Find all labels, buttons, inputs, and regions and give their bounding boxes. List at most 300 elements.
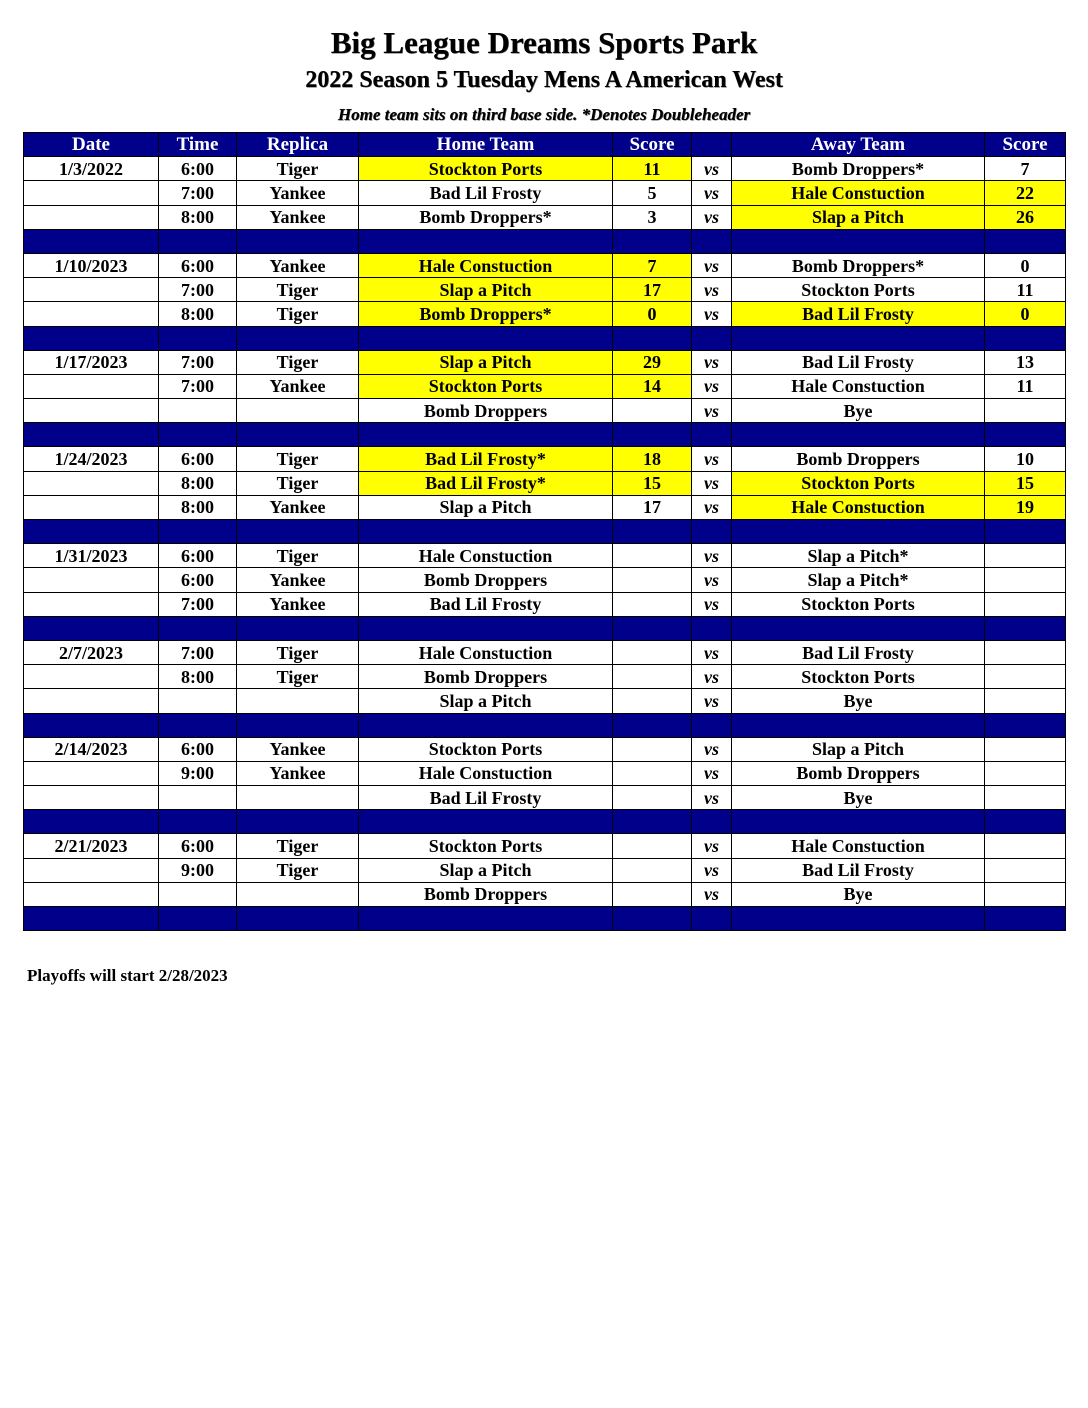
away-team-cell: Bad Lil Frosty — [732, 640, 985, 664]
home-team-cell: Bomb Droppers — [359, 882, 613, 906]
vs-label: vs — [692, 302, 732, 326]
home-team-cell: Slap a Pitch — [359, 495, 613, 519]
vs-label: vs — [692, 665, 732, 689]
date-cell — [24, 592, 159, 616]
home-score-cell — [613, 665, 692, 689]
table-row — [24, 786, 1066, 810]
separator-row — [24, 810, 1066, 834]
vs-label: vs — [692, 399, 732, 423]
header-vs — [692, 133, 732, 157]
vs-label: vs — [692, 253, 732, 277]
vs-label: vs — [692, 592, 732, 616]
home-score-cell — [613, 737, 692, 761]
home-team-cell: Slap a Pitch — [359, 278, 613, 302]
away-score-cell: 13 — [985, 350, 1066, 374]
table-row — [24, 834, 1066, 858]
away-team-cell: Stockton Ports — [732, 592, 985, 616]
separator-cell — [613, 423, 692, 447]
time-cell: 6:00 — [159, 447, 237, 471]
home-team-cell: Bomb Droppers* — [359, 302, 613, 326]
separator-cell — [237, 810, 359, 834]
separator-cell — [359, 520, 613, 544]
separator-cell — [359, 713, 613, 737]
away-score-cell: 0 — [985, 302, 1066, 326]
table-row — [24, 858, 1066, 882]
replica-cell: Yankee — [237, 737, 359, 761]
replica-cell: Yankee — [237, 181, 359, 205]
separator-cell — [159, 907, 237, 931]
away-score-cell: 11 — [985, 374, 1066, 398]
separator-cell — [24, 907, 159, 931]
time-cell: 8:00 — [159, 471, 237, 495]
separator-cell — [24, 229, 159, 253]
date-cell — [24, 495, 159, 519]
replica-cell: Yankee — [237, 495, 359, 519]
separator-cell — [359, 326, 613, 350]
date-cell: 1/17/2023 — [24, 350, 159, 374]
away-team-cell: Slap a Pitch* — [732, 568, 985, 592]
replica-cell: Tiger — [237, 447, 359, 471]
separator-cell — [237, 423, 359, 447]
home-team-cell: Hale Constuction — [359, 761, 613, 785]
date-cell — [24, 374, 159, 398]
separator-cell — [732, 713, 985, 737]
separator-cell — [985, 713, 1066, 737]
away-team-cell: Hale Constuction — [732, 181, 985, 205]
away-team-cell: Slap a Pitch* — [732, 544, 985, 568]
separator-cell — [613, 520, 692, 544]
table-row — [24, 374, 1066, 398]
separator-cell — [237, 229, 359, 253]
home-team-cell: Slap a Pitch — [359, 350, 613, 374]
separator-cell — [237, 907, 359, 931]
separator-cell — [985, 520, 1066, 544]
separator-cell — [159, 713, 237, 737]
vs-label: vs — [692, 858, 732, 882]
separator-cell — [985, 326, 1066, 350]
away-score-cell: 15 — [985, 471, 1066, 495]
time-cell: 6:00 — [159, 157, 237, 181]
separator-cell — [359, 810, 613, 834]
separator-cell — [159, 423, 237, 447]
date-cell: 1/3/2022 — [24, 157, 159, 181]
vs-label: vs — [692, 350, 732, 374]
replica-cell: Tiger — [237, 350, 359, 374]
home-team-cell: Hale Constuction — [359, 640, 613, 664]
away-team-cell: Bye — [732, 689, 985, 713]
separator-cell — [237, 326, 359, 350]
separator-cell — [24, 810, 159, 834]
date-cell — [24, 665, 159, 689]
home-team-cell: Stockton Ports — [359, 834, 613, 858]
replica-cell — [237, 399, 359, 423]
replica-cell: Yankee — [237, 253, 359, 277]
date-cell — [24, 278, 159, 302]
replica-cell: Tiger — [237, 278, 359, 302]
separator-cell — [692, 713, 732, 737]
home-score-cell — [613, 640, 692, 664]
table-row — [24, 302, 1066, 326]
home-score-cell — [613, 568, 692, 592]
table-row — [24, 350, 1066, 374]
separator-cell — [692, 520, 732, 544]
time-cell: 6:00 — [159, 544, 237, 568]
away-score-cell: 11 — [985, 278, 1066, 302]
date-cell — [24, 882, 159, 906]
vs-label: vs — [692, 447, 732, 471]
home-score-cell — [613, 858, 692, 882]
playoffs-note: Playoffs will start 2/28/2023 — [27, 966, 228, 985]
separator-cell — [692, 229, 732, 253]
replica-cell: Tiger — [237, 302, 359, 326]
separator-cell — [692, 810, 732, 834]
date-cell — [24, 568, 159, 592]
vs-label: vs — [692, 495, 732, 519]
date-cell: 2/14/2023 — [24, 737, 159, 761]
separator-cell — [985, 423, 1066, 447]
separator-row — [24, 907, 1066, 931]
home-score-cell: 17 — [613, 278, 692, 302]
away-team-cell: Bad Lil Frosty — [732, 302, 985, 326]
date-cell: 1/24/2023 — [24, 447, 159, 471]
home-score-cell: 0 — [613, 302, 692, 326]
table-row — [24, 205, 1066, 229]
header-replica: Replica — [237, 133, 359, 157]
separator-cell — [732, 229, 985, 253]
date-cell — [24, 181, 159, 205]
separator-row — [24, 520, 1066, 544]
replica-cell: Tiger — [237, 544, 359, 568]
vs-label: vs — [692, 181, 732, 205]
time-cell — [159, 882, 237, 906]
separator-cell — [613, 326, 692, 350]
table-row — [24, 278, 1066, 302]
separator-cell — [159, 520, 237, 544]
schedule-table — [23, 132, 1066, 931]
separator-row — [24, 423, 1066, 447]
header-home-team: Home Team — [359, 133, 613, 157]
table-row — [24, 495, 1066, 519]
separator-cell — [732, 907, 985, 931]
away-team-cell: Bad Lil Frosty — [732, 350, 985, 374]
separator-cell — [359, 907, 613, 931]
home-score-cell: 7 — [613, 253, 692, 277]
time-cell — [159, 689, 237, 713]
home-team-cell: Hale Constuction — [359, 253, 613, 277]
header-home-score: Score — [613, 133, 692, 157]
separator-cell — [237, 616, 359, 640]
table-row — [24, 544, 1066, 568]
away-score-cell — [985, 689, 1066, 713]
time-cell: 7:00 — [159, 640, 237, 664]
time-cell: 6:00 — [159, 834, 237, 858]
replica-cell: Yankee — [237, 205, 359, 229]
away-team-cell: Hale Constuction — [732, 834, 985, 858]
time-cell: 9:00 — [159, 858, 237, 882]
separator-cell — [732, 520, 985, 544]
separator-cell — [613, 616, 692, 640]
separator-cell — [359, 423, 613, 447]
replica-cell: Tiger — [237, 157, 359, 181]
away-score-cell — [985, 592, 1066, 616]
time-cell: 9:00 — [159, 761, 237, 785]
away-team-cell: Bad Lil Frosty — [732, 858, 985, 882]
separator-cell — [985, 229, 1066, 253]
replica-cell: Yankee — [237, 374, 359, 398]
home-score-cell — [613, 592, 692, 616]
separator-cell — [985, 810, 1066, 834]
away-team-cell: Bye — [732, 786, 985, 810]
vs-label: vs — [692, 205, 732, 229]
away-score-cell — [985, 786, 1066, 810]
separator-cell — [985, 907, 1066, 931]
away-score-cell: 7 — [985, 157, 1066, 181]
away-score-cell: 22 — [985, 181, 1066, 205]
time-cell: 7:00 — [159, 181, 237, 205]
home-score-cell: 11 — [613, 157, 692, 181]
header-date: Date — [24, 133, 159, 157]
vs-label: vs — [692, 157, 732, 181]
vs-label: vs — [692, 640, 732, 664]
away-team-cell: Slap a Pitch — [732, 737, 985, 761]
separator-row — [24, 616, 1066, 640]
home-score-cell: 29 — [613, 350, 692, 374]
vs-label: vs — [692, 374, 732, 398]
date-cell: 1/31/2023 — [24, 544, 159, 568]
replica-cell: Yankee — [237, 761, 359, 785]
time-cell: 6:00 — [159, 737, 237, 761]
home-team-cell: Bomb Droppers — [359, 568, 613, 592]
away-team-cell: Stockton Ports — [732, 665, 985, 689]
away-score-cell — [985, 544, 1066, 568]
replica-cell: Tiger — [237, 640, 359, 664]
separator-cell — [237, 713, 359, 737]
home-team-cell: Stockton Ports — [359, 737, 613, 761]
separator-row — [24, 326, 1066, 350]
home-team-cell: Slap a Pitch — [359, 689, 613, 713]
time-cell: 7:00 — [159, 278, 237, 302]
vs-label: vs — [692, 278, 732, 302]
date-cell — [24, 205, 159, 229]
separator-cell — [732, 423, 985, 447]
separator-cell — [159, 810, 237, 834]
separator-cell — [732, 810, 985, 834]
vs-label: vs — [692, 471, 732, 495]
time-cell: 6:00 — [159, 253, 237, 277]
time-cell — [159, 786, 237, 810]
vs-label: vs — [692, 882, 732, 906]
time-cell: 6:00 — [159, 568, 237, 592]
home-team-cell: Bad Lil Frosty — [359, 786, 613, 810]
separator-cell — [985, 616, 1066, 640]
table-row — [24, 471, 1066, 495]
time-cell — [159, 399, 237, 423]
replica-cell — [237, 882, 359, 906]
separator-cell — [359, 616, 613, 640]
home-score-cell — [613, 399, 692, 423]
time-cell: 7:00 — [159, 350, 237, 374]
table-row — [24, 181, 1066, 205]
away-score-cell — [985, 834, 1066, 858]
table-row — [24, 568, 1066, 592]
vs-label: vs — [692, 544, 732, 568]
home-score-cell: 17 — [613, 495, 692, 519]
separator-cell — [24, 326, 159, 350]
vs-label: vs — [692, 568, 732, 592]
away-team-cell: Hale Constuction — [732, 495, 985, 519]
time-cell: 8:00 — [159, 205, 237, 229]
date-cell — [24, 471, 159, 495]
away-score-cell — [985, 640, 1066, 664]
date-cell: 2/21/2023 — [24, 834, 159, 858]
separator-cell — [24, 520, 159, 544]
table-row — [24, 665, 1066, 689]
separator-cell — [692, 616, 732, 640]
away-score-cell: 10 — [985, 447, 1066, 471]
time-cell: 8:00 — [159, 665, 237, 689]
home-team-cell: Bad Lil Frosty* — [359, 471, 613, 495]
away-team-cell: Bomb Droppers* — [732, 157, 985, 181]
home-team-cell: Bomb Droppers — [359, 665, 613, 689]
home-score-cell — [613, 761, 692, 785]
table-row — [24, 761, 1066, 785]
separator-cell — [732, 616, 985, 640]
home-score-cell — [613, 882, 692, 906]
away-team-cell: Slap a Pitch — [732, 205, 985, 229]
separator-cell — [159, 616, 237, 640]
away-team-cell: Bomb Droppers — [732, 447, 985, 471]
header-away-team: Away Team — [732, 133, 985, 157]
date-cell — [24, 858, 159, 882]
home-score-cell: 18 — [613, 447, 692, 471]
away-team-cell: Bye — [732, 882, 985, 906]
date-cell — [24, 786, 159, 810]
header-row — [24, 133, 1066, 157]
home-score-cell — [613, 544, 692, 568]
date-cell: 1/10/2023 — [24, 253, 159, 277]
separator-cell — [613, 713, 692, 737]
separator-cell — [359, 229, 613, 253]
home-team-cell: Bomb Droppers* — [359, 205, 613, 229]
table-row — [24, 640, 1066, 664]
vs-label: vs — [692, 786, 732, 810]
home-score-cell: 3 — [613, 205, 692, 229]
separator-cell — [732, 326, 985, 350]
replica-cell: Yankee — [237, 592, 359, 616]
table-row — [24, 737, 1066, 761]
replica-cell: Tiger — [237, 471, 359, 495]
away-score-cell — [985, 737, 1066, 761]
vs-label: vs — [692, 737, 732, 761]
separator-cell — [24, 616, 159, 640]
home-team-cell: Bad Lil Frosty — [359, 592, 613, 616]
away-score-cell: 0 — [985, 253, 1066, 277]
away-score-cell — [985, 399, 1066, 423]
away-team-cell: Bomb Droppers — [732, 761, 985, 785]
home-team-cell: Stockton Ports — [359, 157, 613, 181]
date-cell: 2/7/2023 — [24, 640, 159, 664]
vs-label: vs — [692, 689, 732, 713]
home-score-cell — [613, 786, 692, 810]
replica-cell — [237, 689, 359, 713]
time-cell: 7:00 — [159, 374, 237, 398]
table-row — [24, 689, 1066, 713]
separator-cell — [692, 423, 732, 447]
vs-label: vs — [692, 834, 732, 858]
away-score-cell — [985, 882, 1066, 906]
home-score-cell: 5 — [613, 181, 692, 205]
date-cell — [24, 399, 159, 423]
home-team-cell: Bad Lil Frosty* — [359, 447, 613, 471]
separator-cell — [24, 713, 159, 737]
separator-cell — [692, 326, 732, 350]
home-score-cell: 15 — [613, 471, 692, 495]
separator-cell — [159, 326, 237, 350]
home-score-cell: 14 — [613, 374, 692, 398]
home-team-cell: Hale Constuction — [359, 544, 613, 568]
away-score-cell: 19 — [985, 495, 1066, 519]
home-score-cell — [613, 689, 692, 713]
page-subtitle: 2022 Season 5 Tuesday Mens A American West — [305, 67, 783, 93]
away-score-cell: 26 — [985, 205, 1066, 229]
table-row — [24, 447, 1066, 471]
replica-cell: Yankee — [237, 568, 359, 592]
separator-row — [24, 713, 1066, 737]
date-cell — [24, 689, 159, 713]
away-team-cell: Stockton Ports — [732, 471, 985, 495]
schedule-body — [24, 157, 1066, 931]
separator-cell — [692, 907, 732, 931]
time-cell: 7:00 — [159, 592, 237, 616]
home-score-cell — [613, 834, 692, 858]
vs-label: vs — [692, 761, 732, 785]
replica-cell — [237, 786, 359, 810]
separator-cell — [159, 229, 237, 253]
away-score-cell — [985, 858, 1066, 882]
separator-cell — [613, 229, 692, 253]
away-team-cell: Stockton Ports — [732, 278, 985, 302]
header-away-score: Score — [985, 133, 1066, 157]
time-cell: 8:00 — [159, 302, 237, 326]
table-row — [24, 399, 1066, 423]
separator-cell — [24, 423, 159, 447]
replica-cell: Tiger — [237, 834, 359, 858]
table-row — [24, 157, 1066, 181]
table-row — [24, 253, 1066, 277]
date-cell — [24, 761, 159, 785]
date-cell — [24, 302, 159, 326]
replica-cell: Tiger — [237, 665, 359, 689]
replica-cell: Tiger — [237, 858, 359, 882]
home-team-cell: Bad Lil Frosty — [359, 181, 613, 205]
separator-cell — [613, 810, 692, 834]
home-team-cell: Bomb Droppers — [359, 399, 613, 423]
away-team-cell: Hale Constuction — [732, 374, 985, 398]
page-title: Big League Dreams Sports Park — [330, 25, 758, 60]
header-time: Time — [159, 133, 237, 157]
table-row — [24, 592, 1066, 616]
table-row — [24, 882, 1066, 906]
away-team-cell: Bomb Droppers* — [732, 253, 985, 277]
home-team-cell: Stockton Ports — [359, 374, 613, 398]
away-score-cell — [985, 568, 1066, 592]
separator-row — [24, 229, 1066, 253]
schedule-note: Home team sits on third base side. *Denotes Doubleheader — [337, 105, 751, 124]
away-score-cell — [985, 665, 1066, 689]
away-score-cell — [985, 761, 1066, 785]
away-team-cell: Bye — [732, 399, 985, 423]
separator-cell — [237, 520, 359, 544]
